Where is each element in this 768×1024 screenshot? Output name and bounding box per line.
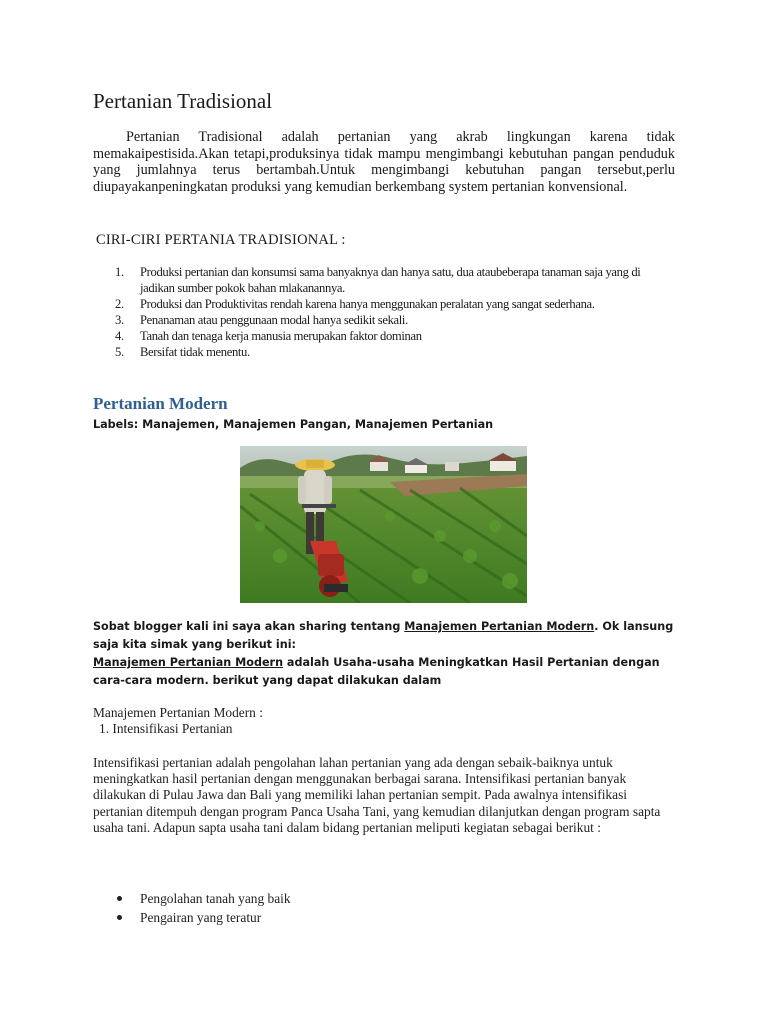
- list-item-text: Bersifat tidak menentu.: [140, 345, 250, 359]
- bullet-icon: [117, 915, 122, 920]
- link-manajemen-pertanian-modern[interactable]: Manajemen Pertanian Modern: [404, 620, 595, 633]
- list-number: 4.: [115, 329, 124, 343]
- list-item-text: Pengolahan tanah yang baik: [140, 891, 291, 906]
- list-number: 2.: [115, 297, 124, 311]
- list-item-text: Pengairan yang teratur: [140, 910, 262, 925]
- list-number: 5.: [115, 345, 124, 359]
- ciri-heading: CIRI-CIRI PERTANIA TRADISIONAL :: [96, 232, 346, 248]
- list-item: [96, 296, 676, 312]
- intro-paragraph: Pertanian Tradisional adalah pertanian yang akrab lingkungan karena tidak memakaipestisida.Akan tetapi,produksinya tidak mampu mengimbangi kebutuhan pangan penduduk yang jumlahnya terus bertambah.Untuk mengimbangi kebutuhan pangan tersebut,perlu diupayakanpeningkatan produksi yang kemudian berkembang system pertanian konvensional.: [93, 129, 675, 195]
- list-item-text: Tanah dan tenaga kerja manusia merupakan faktor dominan: [140, 329, 422, 343]
- blog-text: adalah Usaha-usaha Meningkatkan Hasil Pertanian dengan cara-cara modern. berikut yang dapat dilakukan dalam: [93, 656, 660, 687]
- ciri-list: [96, 264, 676, 360]
- intensifikasi-paragraph: Intensifikasi pertanian adalah pengolahan lahan pertanian yang ada dengan sebaik-baiknya untuk meningkatkan hasil pertanian dengan menggunakan berbagai sarana. Intensifikasi pertanian banyak dilakukan di Pulau Jawa dan Bali yang memiliki lahan pertanian sempit. Pada awalnya intensifikasi pertanian ditempuh dengan program Panca Usaha Tani, yang kemudian dilanjutkan dengan program sapta usaha tani. Adapun sapta usaha tani dalam bidang pertanian meliputi kegiatan sebagai berikut :: [93, 755, 661, 835]
- bullet-icon: [117, 896, 122, 901]
- link-manajemen-pertanian-modern-2[interactable]: Manajemen Pertanian Modern: [93, 656, 284, 669]
- list-item: [96, 264, 676, 296]
- list-item: [96, 312, 676, 328]
- blog-intro: [93, 618, 677, 690]
- bullet-list: [93, 889, 291, 927]
- section-heading-modern: Pertanian Modern: [93, 394, 228, 413]
- list-item: [96, 344, 676, 360]
- list-item-text: Produksi dan Produktivitas rendah karena hanya menggunakan peralatan yang sangat sederhana.: [140, 297, 595, 311]
- mm-subtitle: 1. Intensifikasi Pertanian: [99, 721, 233, 736]
- list-item: [93, 908, 291, 927]
- blog-text: Sobat blogger kali ini saya akan sharing tentang: [93, 620, 405, 633]
- list-item: [96, 328, 676, 344]
- blog-text: . Ok lansung saja kita simak yang berikut ini:: [93, 620, 674, 651]
- list-item: [93, 889, 291, 908]
- farmer-with-tiller-photo: [240, 446, 527, 603]
- labels-line: Labels: Manajemen, Manajemen Pangan, Manajemen Pertanian: [93, 418, 494, 431]
- list-number: 1.: [115, 265, 124, 279]
- page-title: Pertanian Tradisional: [93, 89, 273, 113]
- list-item-text: Produksi pertanian dan konsumsi sama banyaknya dan hanya satu, dua ataubeberapa tanaman saja yang di jadikan sumber pokok bahan mlakanannya.: [140, 265, 641, 295]
- mm-title: Manajemen Pertanian Modern :: [93, 705, 263, 720]
- list-number: 3.: [115, 313, 124, 327]
- list-item-text: Penanaman atau penggunaan modal hanya sedikit sekali.: [140, 313, 408, 327]
